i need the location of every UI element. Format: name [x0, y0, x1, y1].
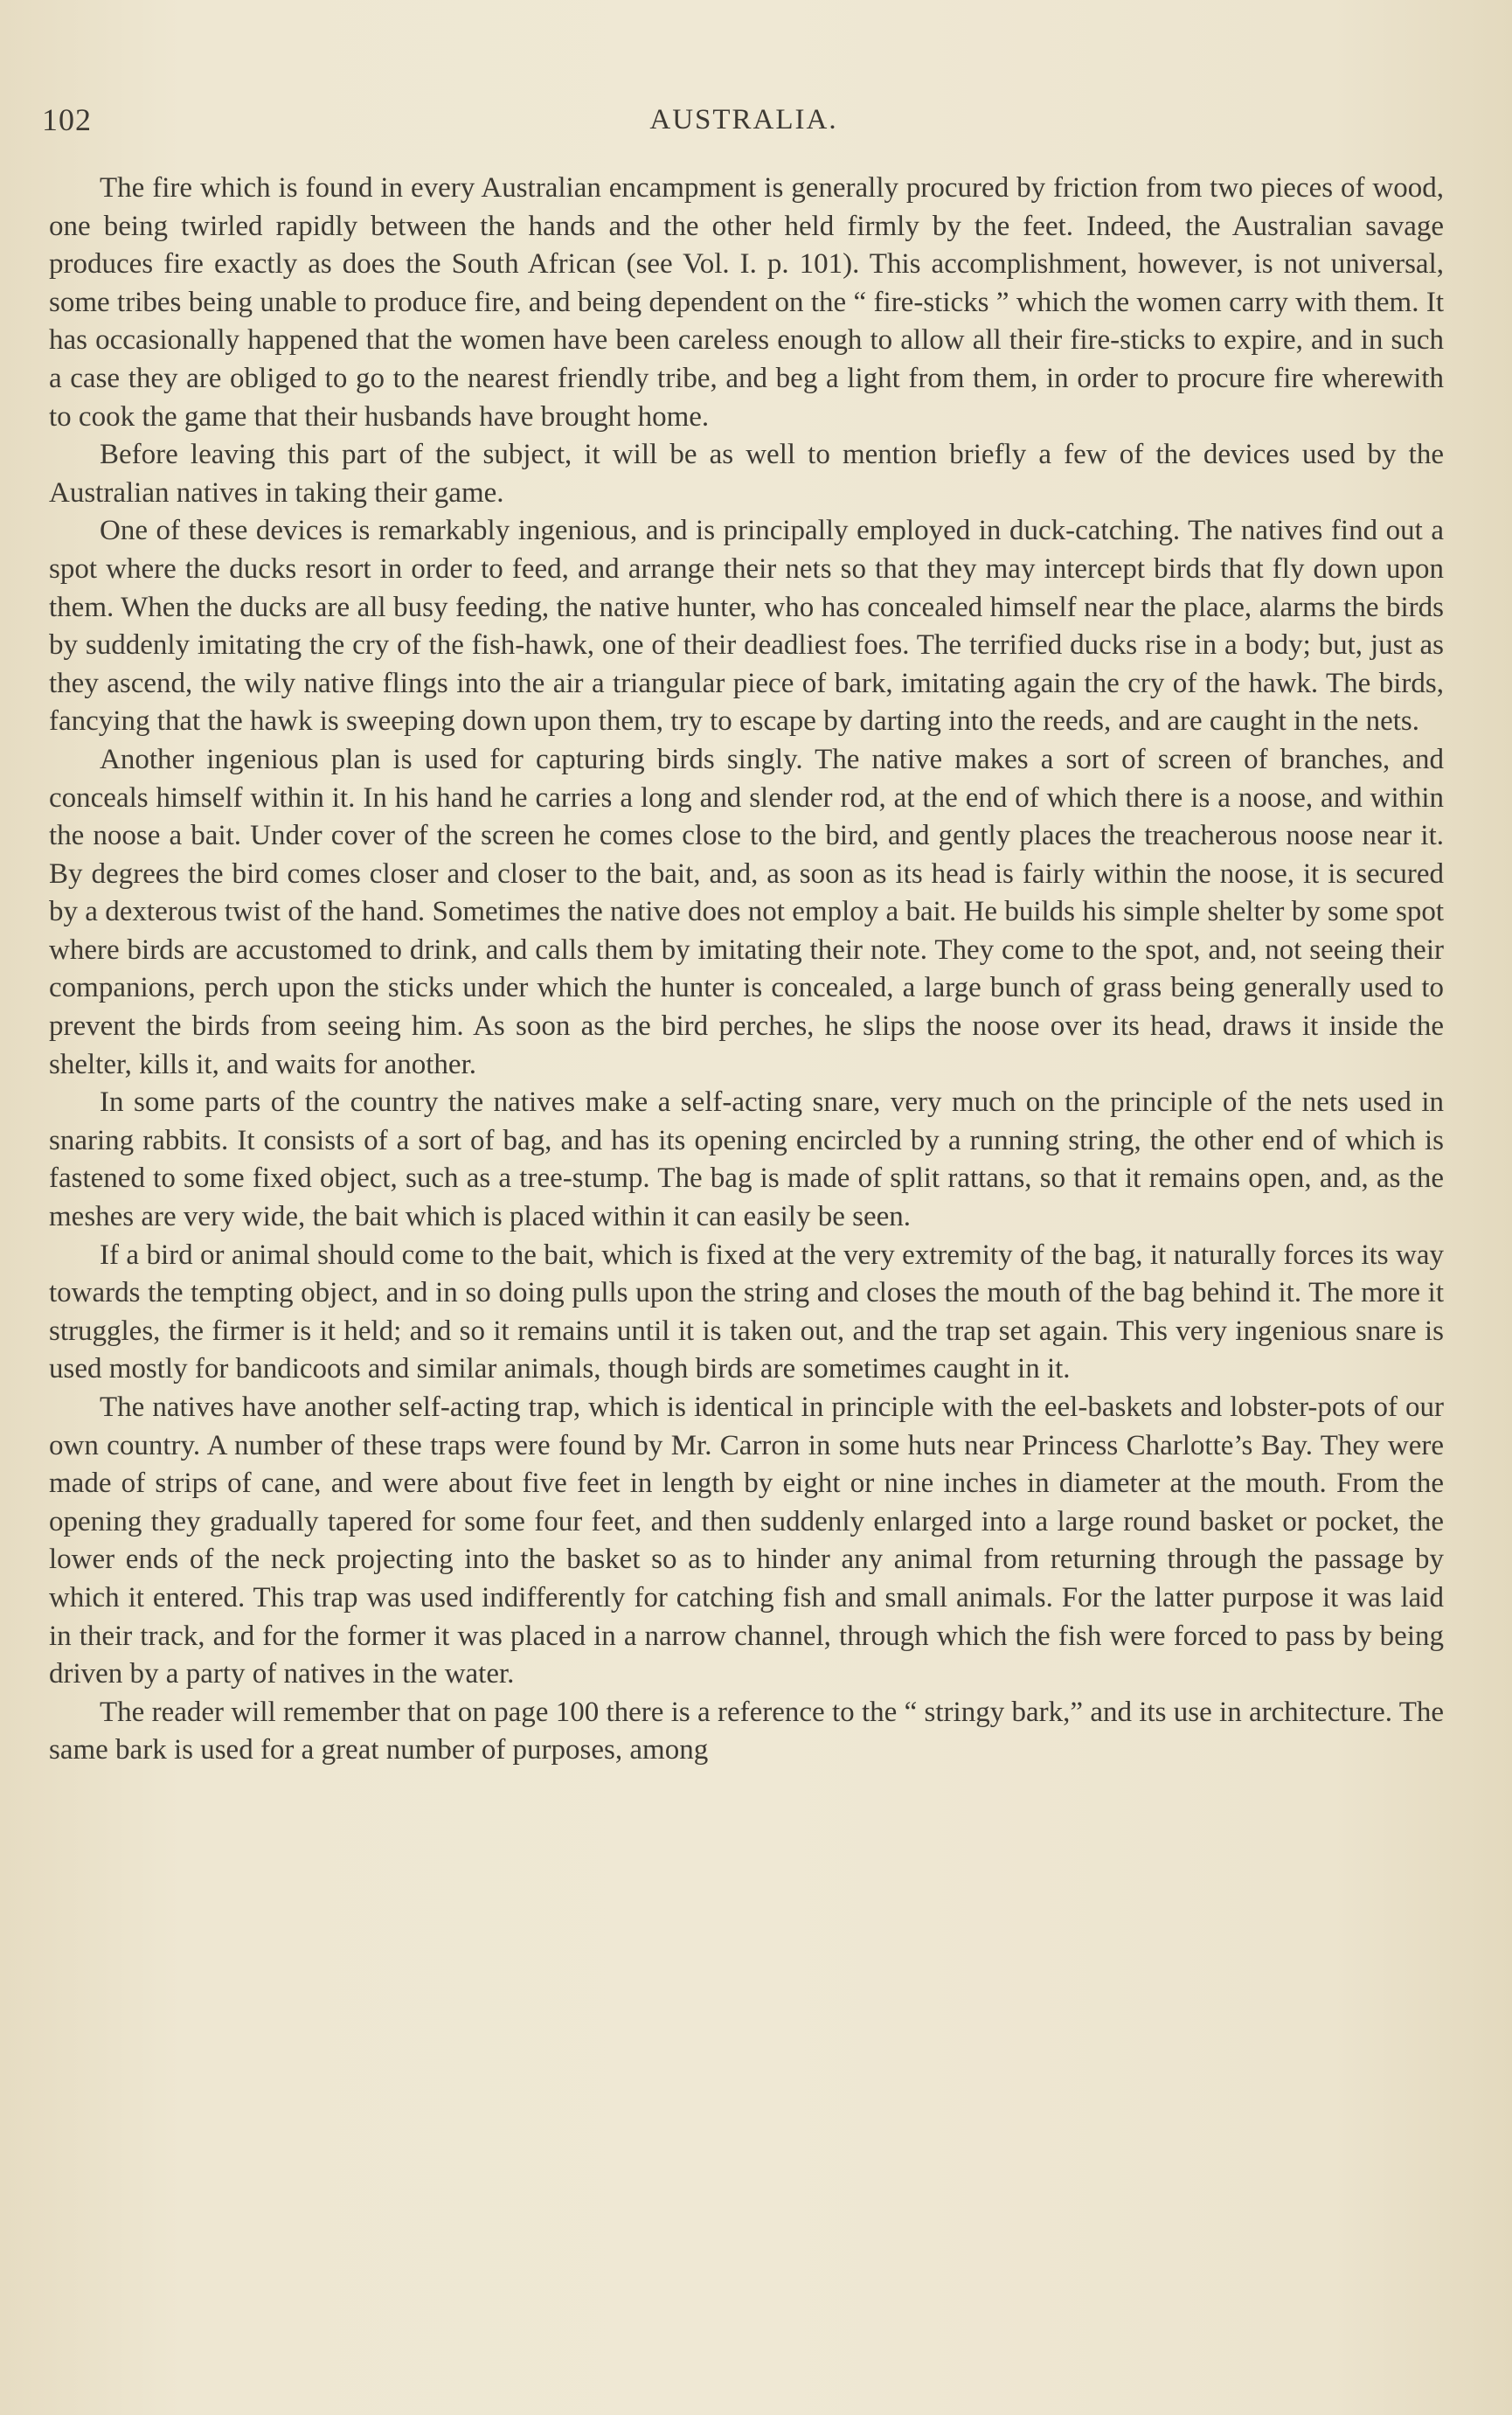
paragraph-hunting-devices-intro: Before leaving this part of the subject, it will be as well to mention briefly a few of the devices used by the Australian natives in taking their game.	[49, 439, 1444, 509]
paragraph-fire-making: The fire which is found in every Australian encampment is generally procured by friction from two pieces of wood, one being twirled rapidly between the hands and the other held firmly by the feet. Indeed, the Australian savage produces fire exactly as does the South African (see Vol. I. p. 101). This accomplishment, however, is not universal, some tribes being unable to produce fire, and being dependent on the “ fire-sticks ” which the women carry with them. It has occasionally happened that the women have been careless enough to allow all their fire-sticks to expire, and in such a case they are obliged to go to the nearest friendly tribe, and beg a light from them, in order to procure fire wherewith to cook the game that their husbands have brought home.	[49, 172, 1444, 433]
page-number: 102	[42, 102, 92, 137]
paragraph-self-acting-snare: In some parts of the country the natives make a self-acting snare, very much on the principle of the nets used in snaring rabbits. It consists of a sort of bag, and has its opening encircled by a running string, the other end of which is fastened to some fixed object, such as a tree-stump. The bag is made of split rattans, so that it remains open, and, as the meshes are very wide, the bait which is placed within it can easily be seen.	[49, 1086, 1444, 1233]
page-header	[42, 98, 1446, 142]
paragraph-stringy-bark: The reader will remember that on page 100 there is a reference to the “ stringy bark,” and its use in architecture. The same bark is used for a great number of purposes, among	[49, 1696, 1444, 1766]
paragraph-snare-mechanism: If a bird or animal should come to the bait, which is fixed at the very extremity of the bag, it naturally forces its way towards the tempting object, and in so doing pulls upon the string and closes the mouth of the bag behind it. The more it struggles, the firmer is it held; and so it remains until it is taken out, and the trap set again. This very ingenious snare is used mostly for bandicoots and similar animals, though birds are sometimes caught in it.	[49, 1239, 1444, 1385]
body-text	[49, 170, 1444, 1770]
paragraph-basket-trap: The natives have another self-acting trap, which is identical in principle with the eel-baskets and lobster-pots of our own country. A number of these traps were found by Mr. Carron in some huts near Princess Charlotte’s Bay. They were made of strips of cane, and were about five feet in length by eight or nine inches in diameter at the mouth. From the opening they gradually tapered for some four feet, and then suddenly enlarged into a large round basket or pocket, the lower ends of the neck projecting into the basket so as to hinder any animal from returning through the passage by which it entered. This trap was used indifferently for catching fish and small animals. For the latter purpose it was laid in their track, and for the former it was placed in a narrow channel, through which the fish were forced to pass by being driven by a party of natives in the water.	[49, 1391, 1444, 1690]
paragraph-duck-catching: One of these devices is remarkably ingenious, and is principally employed in duck-catching. The natives find out a spot where the ducks resort in order to feed, and arrange their nets so that they may intercept birds that fly down upon them. When the ducks are all busy feeding, the native hunter, who has concealed himself near the place, alarms the birds by suddenly imitating the cry of the fish-hawk, one of their deadliest foes. The terrified ducks rise in a body; but, just as they ascend, the wily native flings into the air a triangular piece of bark, imitating again the cry of the hawk. The birds, fancying that the hawk is sweeping down upon them, try to escape by darting into the reeds, and are caught in the nets.	[49, 515, 1444, 738]
paragraph-noose-capture: Another ingenious plan is used for capturing birds singly. The native makes a sort of screen of branches, and conceals himself within it. In his hand he carries a long and slender rod, at the end of which there is a noose, and within the noose a bait. Under cover of the screen he comes close to the bird, and gently places the treacherous noose near it. By degrees the bird comes closer and closer to the bait, and, as soon as its head is fairly within the noose, it is secured by a dexterous twist of the hand. Sometimes the native does not employ a bait. He builds his simple shelter by some spot where birds are accustomed to drink, and calls them by imitating their note. They come to the spot, and, not seeing their companions, perch upon the sticks under which the hunter is concealed, a large bunch of grass being generally used to prevent the birds from seeing him. As soon as the bird perches, he slips the noose over its head, draws it inside the shelter, kills it, and waits for another.	[49, 743, 1444, 1080]
running-head: AUSTRALIA.	[649, 104, 838, 135]
